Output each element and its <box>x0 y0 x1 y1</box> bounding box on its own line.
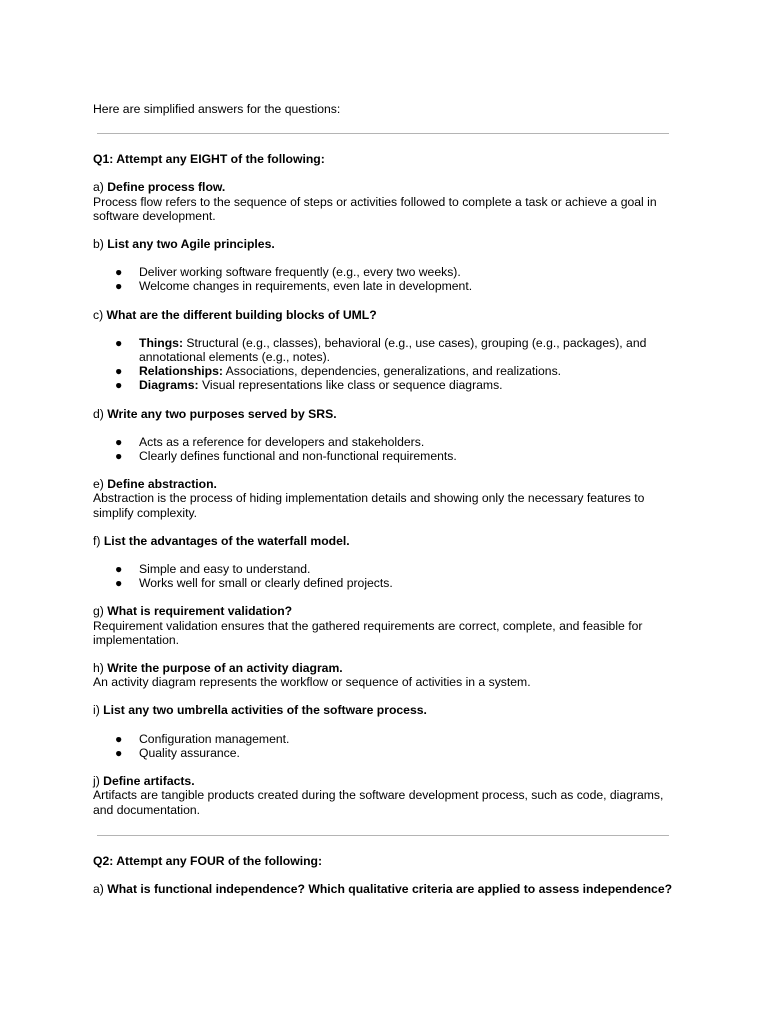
question-text: Define process flow. <box>107 180 226 195</box>
list-item-text: Associations, dependencies, generalizations, and realizations. <box>222 364 562 379</box>
question-block <box>93 604 673 647</box>
answer-text: Requirement validation ensures that the gathered requirements are correct, complete, and feasible for implementation. <box>93 618 643 647</box>
question-block <box>93 534 673 591</box>
bullet-icon: ● <box>115 279 123 294</box>
list-item-text: Visual representations like class or sequence diagrams. <box>198 378 503 393</box>
question-text: List any two Agile principles. <box>107 237 275 252</box>
question-line <box>93 180 673 194</box>
question-text: List the advantages of the waterfall model. <box>103 533 350 548</box>
question-text: What is requirement validation? <box>107 604 293 619</box>
divider <box>97 835 669 836</box>
list-item <box>93 336 673 364</box>
question-prefix: e) <box>93 477 108 492</box>
divider <box>97 133 669 134</box>
bullet-list <box>93 562 673 590</box>
list-item-term: Diagrams: <box>139 378 199 393</box>
list-item <box>93 449 673 463</box>
question-block <box>93 703 673 760</box>
list-item <box>93 378 673 392</box>
list-item-term: Things: <box>139 335 184 350</box>
question-prefix: d) <box>93 406 108 421</box>
question-line <box>93 661 673 675</box>
bullet-icon: ● <box>115 378 123 393</box>
question-block <box>93 661 673 689</box>
question-text: Write the purpose of an activity diagram. <box>107 661 343 676</box>
list-item-text: Quality assurance. <box>139 745 240 760</box>
bullet-icon: ● <box>115 562 123 577</box>
question-text: Define abstraction. <box>107 477 217 492</box>
list-item-text: Works well for small or clearly defined projects. <box>139 576 393 591</box>
bullet-list <box>93 336 673 393</box>
question-block <box>93 477 673 520</box>
question-prefix: j) <box>93 774 104 789</box>
list-item <box>93 265 673 279</box>
list-item <box>93 435 673 449</box>
bullet-icon: ● <box>115 576 123 591</box>
q2-items <box>93 882 673 896</box>
bullet-icon: ● <box>115 745 123 760</box>
question-block <box>93 237 673 294</box>
bullet-list <box>93 435 673 463</box>
question-block <box>93 774 673 817</box>
question-block <box>93 180 673 223</box>
question-prefix: g) <box>93 604 108 619</box>
question-text: List any two umbrella activities of the software process. <box>103 703 427 718</box>
list-item <box>93 562 673 576</box>
intro-text: Here are simplified answers for the questions: <box>93 102 341 116</box>
list-item-term: Relationships: <box>139 364 223 379</box>
question-prefix: h) <box>93 661 108 676</box>
list-item <box>93 279 673 293</box>
question-prefix: b) <box>93 237 108 252</box>
question-line <box>93 534 673 548</box>
question-line <box>93 604 673 618</box>
question-line <box>93 774 673 788</box>
question-block <box>93 308 673 393</box>
question-prefix: i) <box>93 703 104 718</box>
list-item-text: Welcome changes in requirements, even late in development. <box>139 279 473 294</box>
bullet-icon: ● <box>115 335 123 350</box>
answer-text: Artifacts are tangible products created during the software development process, such as code, diagrams, and documentation. <box>93 788 664 817</box>
list-item <box>93 732 673 746</box>
question-line <box>93 882 673 896</box>
question-block <box>93 882 673 896</box>
list-item <box>93 576 673 590</box>
question-line <box>93 407 673 421</box>
question-text: Define artifacts. <box>103 774 195 789</box>
bullet-icon: ● <box>115 265 123 280</box>
question-text: What is functional independence? Which qualitative criteria are applied to assess independence? <box>107 881 673 896</box>
question-line <box>93 477 673 491</box>
question-text: Write any two purposes served by SRS. <box>107 406 337 421</box>
question-line <box>93 237 673 251</box>
question-prefix: a) <box>93 180 108 195</box>
q1-heading: Q1: Attempt any EIGHT of the following: <box>93 152 325 167</box>
list-item-text: Deliver working software frequently (e.g., every two weeks). <box>139 265 461 280</box>
bullet-list <box>93 265 673 293</box>
list-item-text: Configuration management. <box>139 731 290 746</box>
list-item <box>93 746 673 760</box>
bullet-icon: ● <box>115 364 123 379</box>
question-line <box>93 703 673 717</box>
list-item <box>93 364 673 378</box>
question-block <box>93 407 673 464</box>
answer-text: Abstraction is the process of hiding implementation details and showing only the necessary features to simplify complexity. <box>93 491 645 520</box>
question-prefix: a) <box>93 881 108 896</box>
answer-text: An activity diagram represents the workflow or sequence of activities in a system. <box>93 675 531 690</box>
list-item-text: Acts as a reference for developers and stakeholders. <box>139 434 425 449</box>
question-prefix: f) <box>93 533 104 548</box>
q2-heading: Q2: Attempt any FOUR of the following: <box>93 853 323 868</box>
bullet-icon: ● <box>115 434 123 449</box>
bullet-icon: ● <box>115 449 123 464</box>
question-prefix: c) <box>93 307 107 322</box>
document-content <box>93 102 673 910</box>
bullet-icon: ● <box>115 731 123 746</box>
question-text: What are the different building blocks of UML? <box>106 307 377 322</box>
question-line <box>93 308 673 322</box>
list-item-text: Simple and easy to understand. <box>139 562 311 577</box>
bullet-list <box>93 732 673 760</box>
list-item-text: Structural (e.g., classes), behavioral (e.g., use cases), grouping (e.g., packages), and annotational elements (e.g., notes). <box>139 335 647 365</box>
q1-items <box>93 180 673 816</box>
answer-text: Process flow refers to the sequence of steps or activities followed to complete a task or achieve a goal in software development. <box>93 194 657 223</box>
list-item-text: Clearly defines functional and non-functional requirements. <box>139 449 457 464</box>
